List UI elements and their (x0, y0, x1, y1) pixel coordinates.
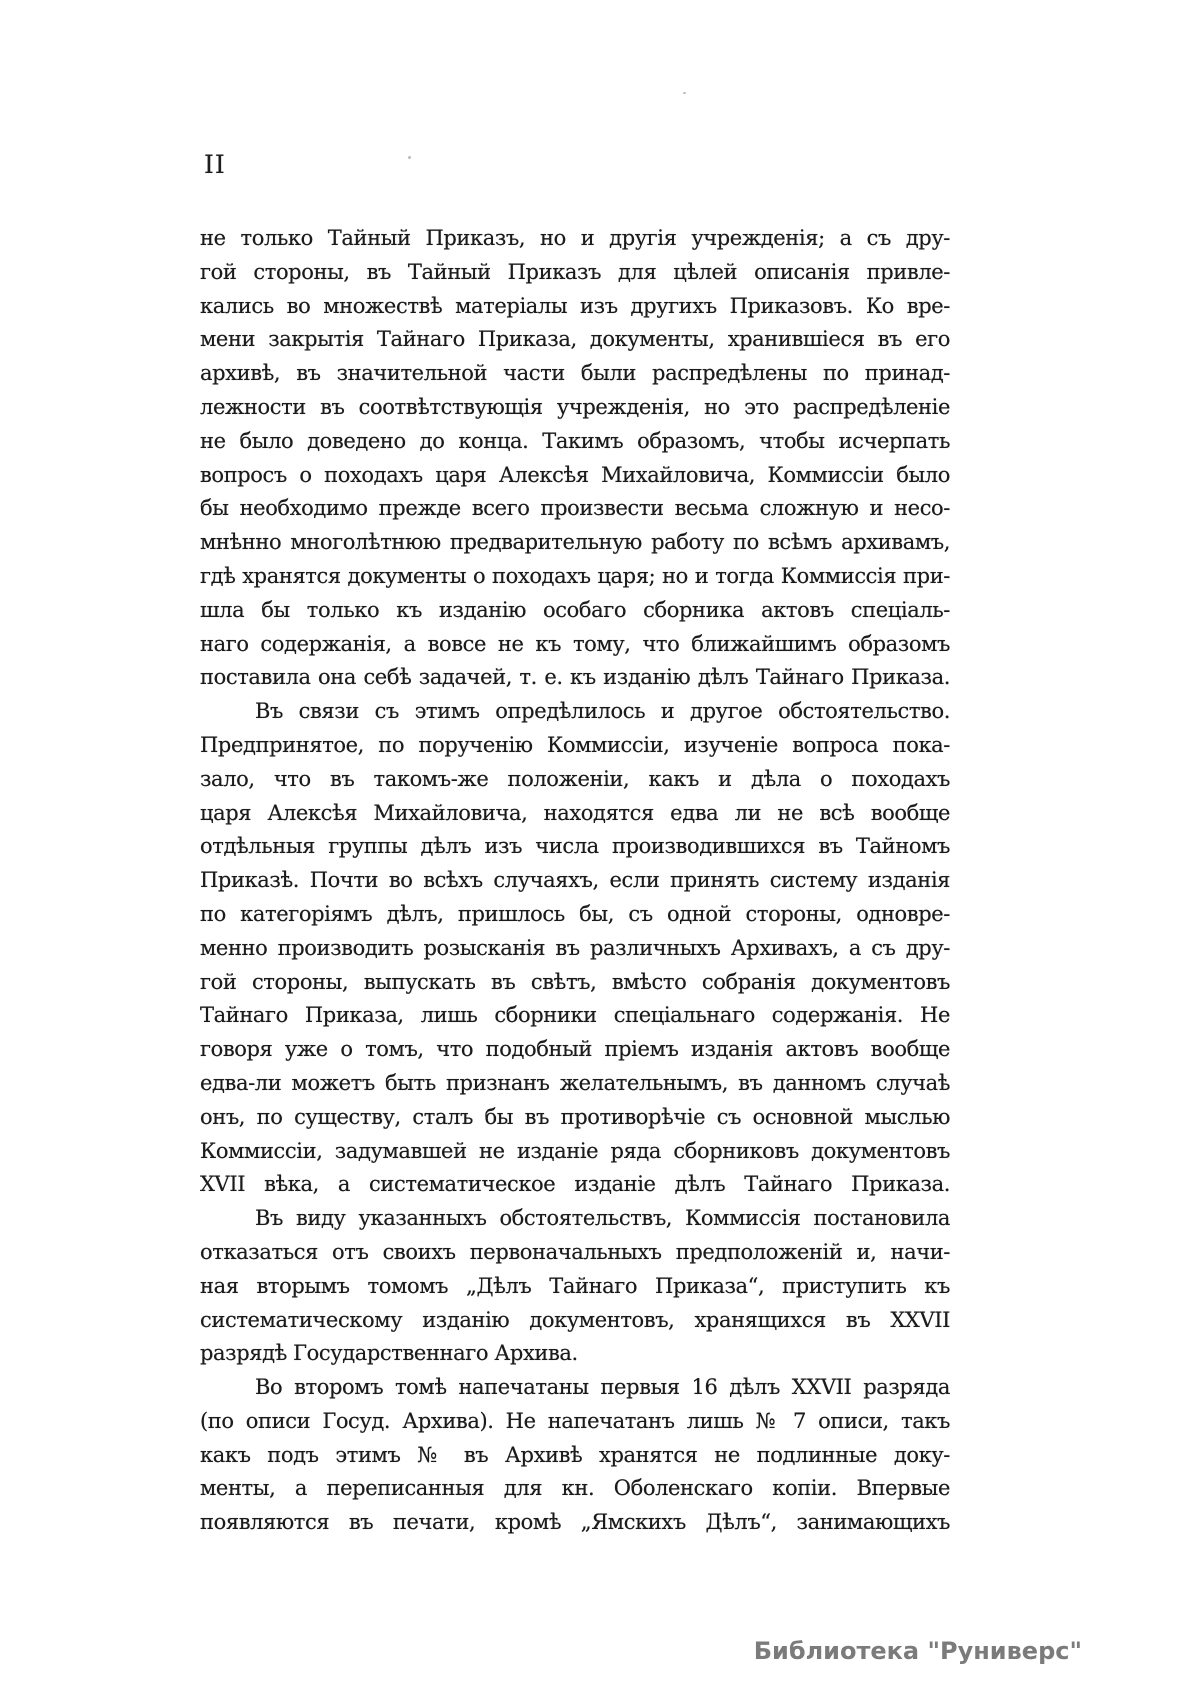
text-line: ная вторымъ томомъ „Дѣлъ Тайнаго Приказа“, приступить къ (200, 1273, 950, 1298)
text-line: говоря уже о томъ, что подобный пріемъ изданія актовъ вообще (200, 1037, 950, 1062)
text-line: наго содержанія, а вовсе не къ тому, что ближайшимъ образомъ (200, 631, 950, 656)
text-line: архивѣ, въ значительной части были распредѣлены по принад- (200, 361, 950, 386)
text-line: отказаться отъ своихъ первоначальныхъ предположеній и, начи- (200, 1239, 950, 1264)
text-line: поставила она себѣ задачей, т. е. къ изданію дѣлъ Тайнаго Приказа. (200, 665, 950, 690)
text-line: гдѣ хранятся документы о походахъ царя; но и тогда Коммиссія при- (200, 563, 950, 588)
text-line: лежности въ соотвѣтствующія учрежденія, но это распредѣленіе (200, 394, 950, 419)
text-line: мени закрытія Тайнаго Приказа, документы, хранившіеся въ его (200, 327, 950, 352)
text-line: XVII вѣка, а систематическое изданіе дѣлъ Тайнаго Приказа. (200, 1172, 950, 1197)
scan-speck (408, 156, 411, 159)
text-line: Во второмъ томѣ напечатаны первыя 16 дѣлъ XXVII разряда (255, 1375, 950, 1400)
text-line: гой стороны, въ Тайный Приказъ для цѣлей описанія привле- (200, 259, 950, 284)
text-line: кались во множествѣ матеріалы изъ другихъ Приказовъ. Ко вре- (200, 293, 950, 318)
text-line: шла бы только къ изданію особаго сборника актовъ спеціаль- (200, 597, 950, 622)
text-line: менно производить розысканія въ различныхъ Архивахъ, а съ дру- (200, 935, 950, 960)
text-line: появляются въ печати, кромѣ „Ямскихъ Дѣлъ“, занимающихъ (200, 1510, 950, 1535)
text-line: Въ связи съ этимъ опредѣлилось и другое обстоятельство. (255, 699, 950, 724)
text-line: разрядѣ Государственнаго Архива. (200, 1341, 578, 1366)
text-line: по категоріямъ дѣлъ, пришлось бы, съ одной стороны, одновре- (200, 901, 950, 926)
text-line: Тайнаго Приказа, лишь сборники спеціальнаго содержанія. Не (200, 1003, 950, 1028)
text-line: мнѣнно многолѣтнюю предварительную работу по всѣмъ архивамъ, (200, 530, 950, 555)
text-line: зало, что въ такомъ-же положеніи, какъ и дѣла о походахъ (200, 766, 950, 791)
page-number: II (204, 150, 226, 179)
text-line: Въ виду указанныхъ обстоятельствъ, Коммиссія постановила (255, 1206, 950, 1231)
text-line: не было доведено до конца. Такимъ образомъ, чтобы исчерпать (200, 428, 950, 453)
text-line: гой стороны, выпускать въ свѣтъ, вмѣсто собранія документовъ (200, 969, 950, 994)
text-line: менты, а переписанныя для кн. Оболенскаго копіи. Впервые (200, 1476, 950, 1501)
text-line: отдѣльныя группы дѣлъ изъ числа производившихся въ Тайномъ (200, 834, 950, 859)
text-line: (по описи Госуд. Архива). Не напечатанъ лишь № 7 описи, такъ (200, 1408, 950, 1433)
text-line: едва-ли можетъ быть признанъ желательнымъ, въ данномъ случаѣ (200, 1070, 950, 1095)
text-line: Предпринятое, по порученію Коммиссіи, изученіе вопроса пока- (200, 732, 950, 757)
text-line: царя Алексѣя Михайловича, находятся едва ли не всѣ вообще (200, 800, 950, 825)
text-line: систематическому изданію документовъ, хранящихся въ XXVII (200, 1307, 950, 1332)
text-line: Коммиссіи, задумавшей не изданіе ряда сборниковъ документовъ (200, 1138, 950, 1163)
scan-speck (683, 92, 686, 94)
text-block (200, 222, 950, 1540)
text-line: бы необходимо прежде всего произвести весьма сложную и несо- (200, 496, 950, 521)
text-line: какъ подъ этимъ № въ Архивѣ хранятся не подлинные доку- (200, 1442, 950, 1467)
text-line: вопросъ о походахъ царя Алексѣя Михайловича, Коммиссіи было (200, 462, 950, 487)
text-line: не только Тайный Приказъ, но и другія учрежденія; а съ дру- (200, 226, 950, 250)
library-watermark: Библиотека "Руниверс" (753, 1637, 1082, 1665)
text-line: онъ, по существу, сталъ бы въ противорѣчіе съ основной мыслью (200, 1104, 950, 1129)
text-line: Приказѣ. Почти во всѣхъ случаяхъ, если принять систему изданія (200, 868, 950, 893)
